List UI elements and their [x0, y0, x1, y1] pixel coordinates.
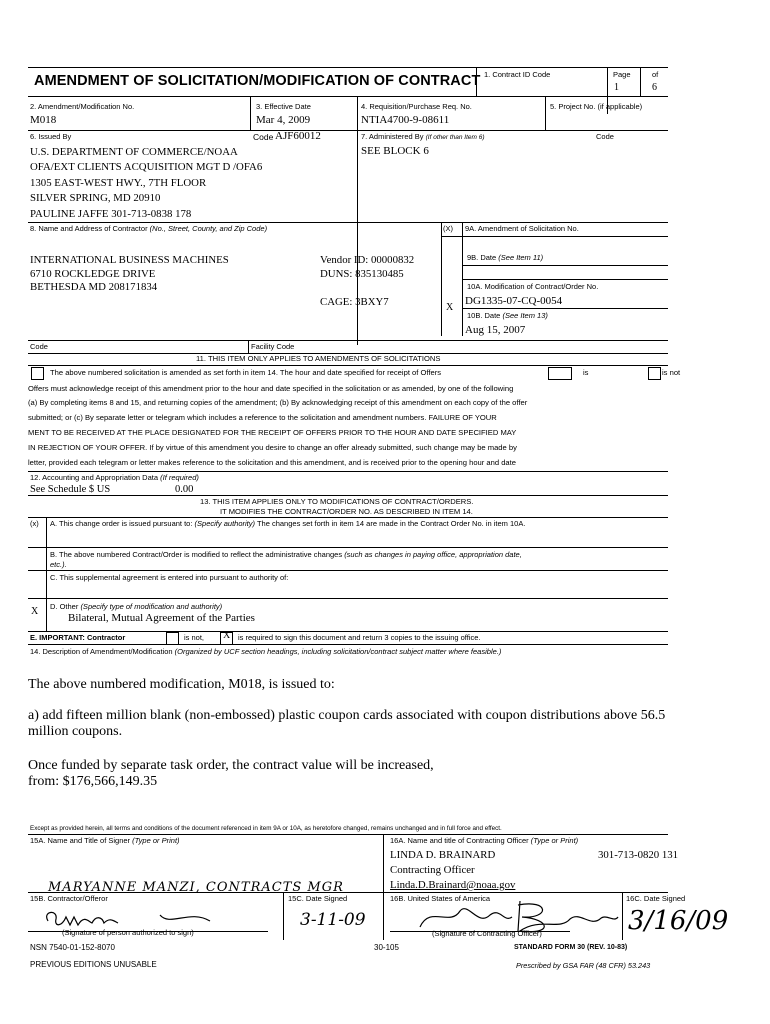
b13-d-text: D. Other (Specify type of modification and authority): [50, 602, 223, 611]
facility-code-label: Facility Code: [251, 342, 295, 351]
b11-is-not-checkbox[interactable]: [648, 367, 661, 380]
b13-a-text: A. This change order is issued pursuant to: (Specify authority) The changes set forth in item 14 are made in the Contract Order No. in item 10A.: [50, 519, 526, 528]
b13-d-value: Bilateral, Mutual Agreement of the Parties: [68, 612, 255, 624]
b4-value: NTIA4700-9-08611: [361, 114, 450, 126]
form-number: 30-105: [374, 943, 399, 952]
b14-label: 14. Description of Amendment/Modification (Organized by UCF section headings, including solicitation/contract subject matter where feasible.): [30, 647, 502, 656]
b13-e-rest: is required to sign this document and return 3 copies to the issuing office.: [238, 633, 481, 642]
b14-para1: The above numbered modification, M018, is issued to:: [28, 677, 335, 692]
b14-para2a: a) add fifteen million blank (non-embossed) plastic coupon cards associated with coupon distributions above 56.5: [28, 708, 666, 723]
b11-is: is: [583, 368, 589, 377]
b10a-label: 10A. Modification of Contract/Order No.: [467, 282, 599, 291]
b9b-label: 9B. Date (See Item 11): [467, 253, 544, 262]
standard-form: STANDARD FORM 30 (REV. 10-83): [514, 944, 628, 951]
b7-label: 7. Administered By (If other than Item 6): [361, 132, 485, 141]
page-label: Page: [613, 70, 631, 79]
b10b-value: Aug 15, 2007: [465, 324, 526, 336]
b11-line7: letter, provided each telegram or letter makes reference to the solicitation and this amendment, and is received prior to the opening hour and date: [28, 458, 516, 467]
b6-label: 6. Issued By: [30, 132, 72, 141]
b14-para2b: million coupons.: [28, 724, 123, 739]
b10a-value: DG1335-07-CQ-0054: [465, 295, 563, 307]
b5-label: 5. Project No. (if applicable): [550, 102, 643, 111]
b11-line5: MENT TO BE RECEIVED AT THE PLACE DESIGNATED FOR THE RECEIPT OF OFFERS PRIOR TO THE HOUR AND DATE SPECIFIED MAY: [28, 428, 517, 437]
b15a-label: 15A. Name and Title of Signer (Type or Print): [30, 836, 180, 845]
b4-label: 4. Requisition/Purchase Req. No.: [361, 102, 472, 111]
b13-b-note2: etc.).: [50, 560, 67, 569]
b13-d-mark: X: [31, 606, 39, 617]
b9a-label: 9A. Amendment of Solicitation No.: [465, 224, 579, 233]
b13-c-text: C. This supplemental agreement is entered into pursuant to authority of:: [50, 573, 289, 582]
b11-line4: submitted; or (c) By separate letter or telegram which includes a reference to the solicitation and amendment numbers. FAILURE OF YOUR: [28, 413, 497, 422]
nsn-number: NSN 7540-01-152-8070: [30, 943, 115, 952]
b6-address: U.S. DEPARTMENT OF COMMERCE/NOAA OFA/EXT CLIENTS ACQUISITION MGT D /OFA6 1305 EAST-WEST HWY., 7TH FLOOR SILVER SPRING, MD 20910 PAULINE JAFFE 301-713-0838 178: [30, 146, 263, 220]
b7-value: SEE BLOCK 6: [361, 145, 429, 157]
b13-heading2: IT MODIFIES THE CONTRACT/ORDER NO. AS DESCRIBED IN ITEM 14.: [220, 507, 473, 516]
b13-heading1: 13. THIS ITEM APPLIES ONLY TO MODIFICATIONS OF CONTRACT/ORDERS.: [200, 497, 474, 506]
b16a-label: 16A. Name and title of Contracting Officer (Type or Print): [390, 836, 579, 845]
b13-b-text: B. The above numbered Contract/Order is modified to reflect the administrative changes (such as changes in paying office, appropriation date,: [50, 550, 522, 559]
b3-value: Mar 4, 2009: [256, 114, 311, 126]
previous-editions: PREVIOUS EDITIONS UNUSABLE: [30, 960, 157, 969]
b11-line1: The above numbered solicitation is amended as set forth in item 14. The hour and date specified for receipt of Offers: [50, 368, 442, 377]
prescribed-by: Prescribed by GSA FAR (48 CFR) 53.243: [516, 961, 651, 970]
b8-label: 8. Name and Address of Contractor (No., Street, County, and Zip Code): [30, 224, 268, 233]
b10b-label: 10B. Date (See Item 13): [467, 311, 548, 320]
b11-is-not: is not: [662, 368, 681, 377]
b14-para3a: Once funded by separate task order, the contract value will be increased,: [28, 758, 434, 773]
b7-code-label: Code: [596, 132, 614, 141]
b16a-phone: 301-713-0820 131: [598, 849, 679, 861]
b2-value: M018: [30, 114, 57, 126]
b13-e-mark: X: [223, 630, 231, 641]
b13-e-label: E. IMPORTANT: Contractor: [30, 633, 126, 642]
b13-x-header: (x): [30, 519, 39, 528]
b12-value-amount: 0.00: [175, 484, 194, 495]
b16c-value: 3/16/09: [628, 906, 729, 936]
unchanged-clause: Except as provided herein, all terms and conditions of the document referenced in item 9A or 10A, as heretofore changed, remains unchanged and in full force and effect.: [30, 825, 502, 832]
b16c-label: 16C. Date Signed: [626, 894, 686, 903]
b13-e-is-not: is not,: [184, 633, 205, 642]
b15c-value: 3-11-09: [300, 910, 366, 930]
b8-address: INTERNATIONAL BUSINESS MACHINES 6710 ROCKLEDGE DRIVE BETHESDA MD 208171834: [30, 254, 229, 293]
contract-id-label: 1. Contract ID Code: [484, 70, 551, 79]
b15b-signature-note: (Signature of person authorized to sign): [62, 928, 194, 937]
b11-line2: Offers must acknowledge receipt of this amendment prior to the hour and date specified in the solicitation or as amended, by one of the following: [28, 384, 514, 393]
b6-code-value: AJF60012: [275, 130, 321, 142]
b8-cage: CAGE: 3BXY7: [320, 296, 389, 308]
b11-line3: (a) By completing items 8 and 15, and returning copies of the amendment; (b) By acknowledging receipt of this amendment on each copy of the offer: [28, 398, 528, 407]
form-title: AMENDMENT OF SOLICITATION/MODIFICATION OF CONTRACT: [34, 73, 481, 89]
b16a-name: LINDA D. BRAINARD: [390, 849, 496, 861]
b11-line6: IN REJECTION OF YOUR OFFER. If by virtue of this amendment you desire to change an offer already submitted, such change may be made by: [28, 443, 517, 452]
total-pages: 6: [652, 82, 657, 93]
b16a-title: Contracting Officer: [390, 864, 475, 876]
b15a-handwritten: MARYANNE MANZI, CONTRACTS MGR: [48, 880, 344, 895]
b15b-label: 15B. Contractor/Offeror: [30, 894, 108, 903]
b8-vendor-info: Vendor ID: 00000832 DUNS: 835130485: [320, 254, 415, 280]
page-number: 1: [614, 82, 619, 93]
b15c-label: 15C. Date Signed: [288, 894, 348, 903]
b12-value-prefix: See Schedule $ US: [30, 484, 111, 495]
b16b-signature-note: (Signature of Contracting Officer): [432, 929, 542, 938]
b11-checkbox[interactable]: [31, 367, 44, 380]
b6-code-label: Code: [253, 132, 274, 142]
b16a-email: Linda.D.Brainard@noaa.gov: [390, 879, 516, 891]
b14-para3b: from: $176,566,149.35: [28, 774, 158, 789]
b9-x-header: (X): [443, 224, 453, 233]
b3-label: 3. Effective Date: [256, 102, 311, 111]
b12-label: 12. Accounting and Appropriation Data (If required): [30, 473, 199, 482]
b11-heading: 11. THIS ITEM ONLY APPLIES TO AMENDMENTS OF SOLICITATIONS: [196, 354, 441, 363]
b10-mark: X: [446, 302, 454, 313]
b11-is-checkbox[interactable]: [548, 367, 572, 380]
b8-code-label: Code: [30, 342, 48, 351]
b2-label: 2. Amendment/Modification No.: [30, 102, 135, 111]
of-label: of: [652, 70, 659, 79]
b16b-label: 16B. United States of America: [390, 894, 491, 903]
